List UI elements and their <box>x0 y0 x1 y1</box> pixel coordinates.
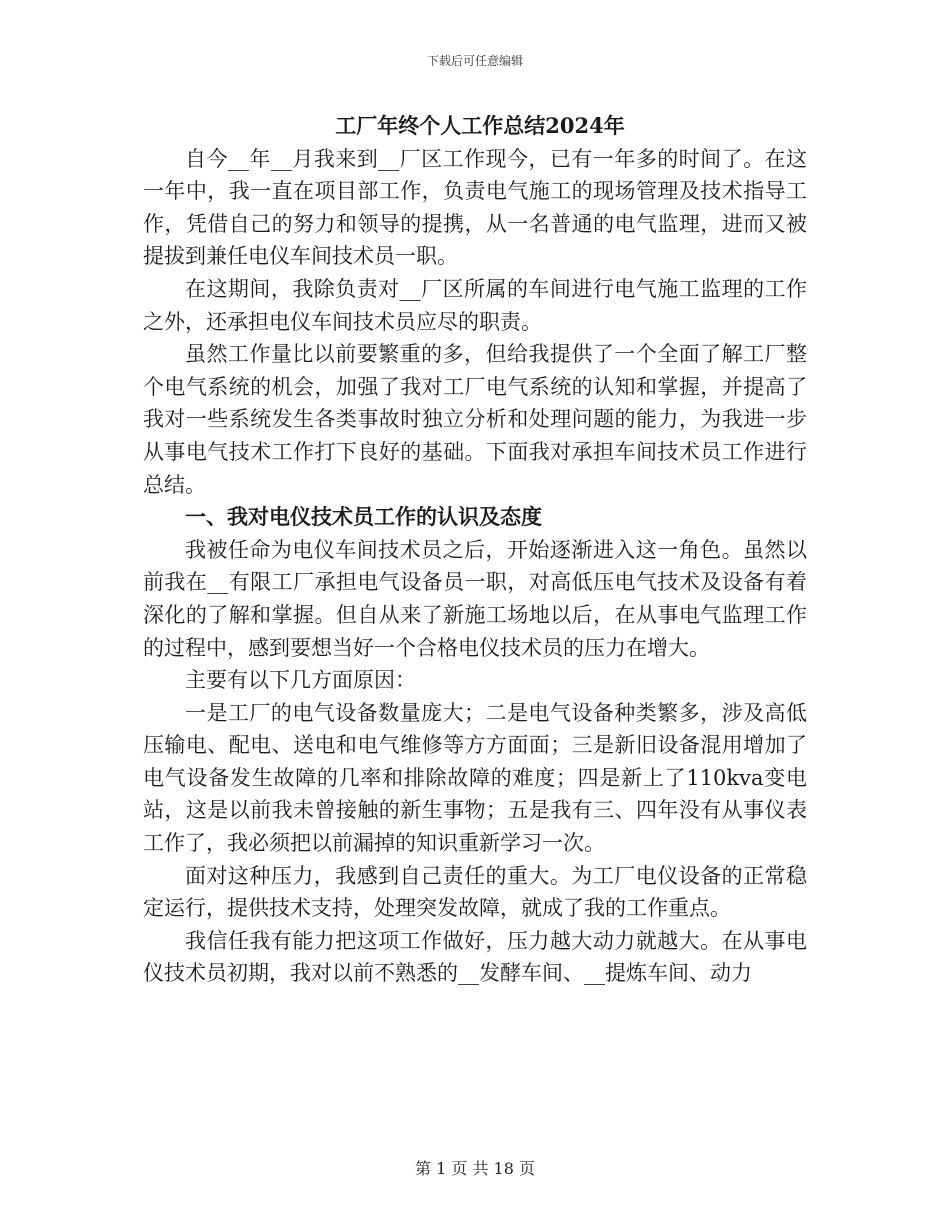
page-header: 下载后可任意编辑 <box>426 54 523 68</box>
document-title: 工厂年终个人工作总结2024年 <box>335 113 625 138</box>
paragraph: 自今__年__月我来到__厂区工作现今，已有一年多的时间了。在这一年中，我一直在项目部工作，负责电气施工的现场管理及技术指导工作，凭借自己的努力和领导的提携，从一名普通的电气监理，进而又被提拔到兼任电仪车间技术员一职。 <box>143 146 807 269</box>
section-heading: 一、我对电仪技术员工作的认识及态度 <box>185 504 542 530</box>
paragraph: 虽然工作量比以前要繁重的多，但给我提供了一个全面了解工厂整个电气系统的机会，加强了我对工厂电气系统的认知和掌握，并提高了我对一些系统发生各类事故时独立分析和处理问题的能力，为我进一步从事电气技术工作打下良好的基础。下面我对承担车间技术员工作进行总结。 <box>143 342 807 497</box>
paragraph: 在这期间，我除负责对__厂区所属的车间进行电气施工监理的工作之外，还承担电仪车间技术员应尽的职责。 <box>143 276 807 334</box>
page-footer: 第 1 页 共 18 页 <box>415 1159 535 1178</box>
paragraph: 面对这种压力，我感到自己责任的重大。为工厂电仪设备的正常稳定运行，提供技术支持，处理突发故障，就成了我的工作重点。 <box>143 863 807 921</box>
document-body <box>143 110 807 990</box>
paragraph: 我信任我有能力把这项工作做好，压力越大动力就越大。在从事电仪技术员初期，我对以前不熟悉的__发酵车间、__提炼车间、动力 <box>143 928 807 986</box>
paragraph: 一是工厂的电气设备数量庞大；二是电气设备种类繁多，涉及高低压输电、配电、送电和电气维修等方方面面；三是新旧设备混用增加了电气设备发生故障的几率和排除故障的难度；四是新上了110kva变电站，这是以前我未曾接触的新生事物；五是我有三、四年没有从事仪表工作了，我必须把以前漏掉的知识重新学习一次。 <box>143 700 807 856</box>
paragraph: 主要有以下几方面原因： <box>185 668 416 693</box>
paragraph: 我被任命为电仪车间技术员之后，开始逐渐进入这一角色。虽然以前我在__有限工厂承担电气设备员一职，对高低压电气技术及设备有着深化的了解和掌握。但自从来了新施工场地以后，在从事电气监理工作的过程中，感到要想当好一个合格电仪技术员的压力在增大。 <box>143 537 807 660</box>
